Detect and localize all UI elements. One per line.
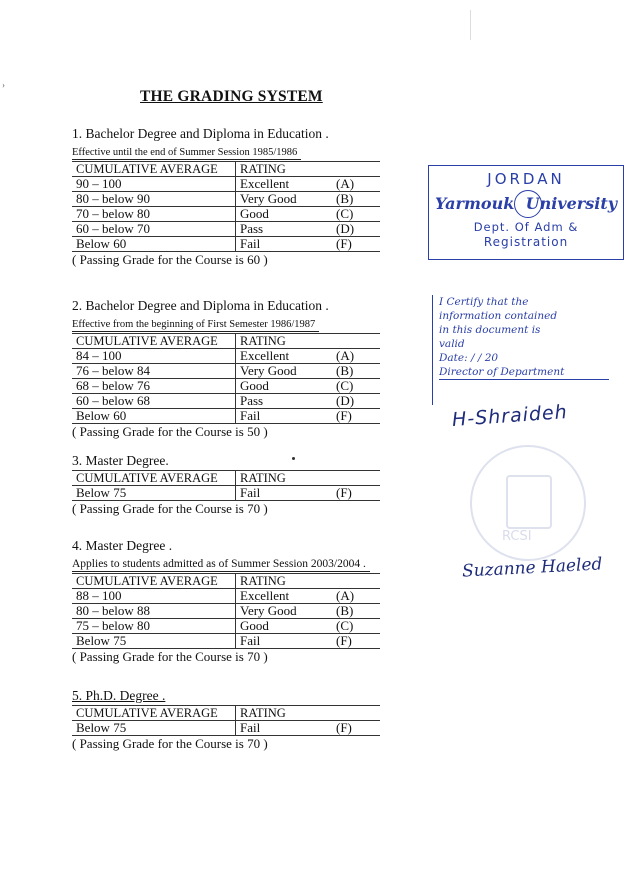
stamp-university-left: Yarmouk [435, 194, 515, 213]
table-header-row [72, 334, 380, 349]
certify-line: in this document is [439, 324, 541, 336]
university-stamp [428, 165, 624, 260]
table-row [72, 634, 380, 649]
header-cumulative-average: CUMULATIVE AVERAGE [72, 471, 236, 486]
table-row [72, 349, 380, 364]
avg-cell: Below 60 [72, 409, 236, 424]
avg-cell: Below 75 [72, 634, 236, 649]
header-rating: RATING [236, 471, 337, 486]
certify-line: information contained [439, 310, 558, 322]
avg-cell: 88 – 100 [72, 589, 236, 604]
table-row [72, 207, 380, 222]
passing-grade-note: ( Passing Grade for the Course is 60 ) [72, 252, 268, 267]
section-4 [72, 538, 432, 665]
section-heading: 1. Bachelor Degree and Diploma in Education . [72, 126, 329, 141]
code-cell: (B) [336, 604, 380, 619]
header-code [336, 471, 380, 486]
header-rating: RATING [236, 574, 337, 589]
section-heading: 3. Master Degree. [72, 453, 169, 468]
rating-cell: Very Good [236, 192, 337, 207]
table-row [72, 589, 380, 604]
table-row [72, 177, 380, 192]
header-code [336, 334, 380, 349]
header-rating: RATING [236, 334, 337, 349]
code-cell: (F) [336, 409, 380, 424]
header-cumulative-average: CUMULATIVE AVERAGE [72, 574, 236, 589]
header-code [336, 706, 380, 721]
section-3 [72, 453, 432, 517]
avg-cell: Below 75 [72, 486, 236, 501]
code-cell: (F) [336, 721, 380, 736]
certification-stamp [432, 295, 609, 405]
header-cumulative-average: CUMULATIVE AVERAGE [72, 162, 236, 177]
code-cell: (D) [336, 222, 380, 237]
certify-date: Date: / / 20 [439, 352, 499, 364]
scan-artifact [470, 10, 471, 40]
rating-cell: Excellent [236, 589, 337, 604]
stray-dot [292, 457, 295, 460]
passing-grade-note: ( Passing Grade for the Course is 70 ) [72, 649, 268, 664]
passing-grade-note: ( Passing Grade for the Course is 70 ) [72, 736, 268, 751]
section-1 [72, 126, 432, 268]
code-cell: (F) [336, 237, 380, 252]
section-heading: 5. Ph.D. Degree . [72, 688, 166, 703]
embossed-seal [470, 445, 586, 561]
rating-cell: Fail [236, 721, 337, 736]
certify-line: valid [439, 338, 465, 350]
avg-cell: 84 – 100 [72, 349, 236, 364]
section-note: Effective until the end of Summer Session 1985/1986 [72, 146, 301, 160]
avg-cell: 80 – below 90 [72, 192, 236, 207]
avg-cell: 60 – below 68 [72, 394, 236, 409]
grade-table [72, 161, 380, 252]
passing-grade-note: ( Passing Grade for the Course is 50 ) [72, 424, 268, 439]
certify-title: Director of Department [439, 365, 609, 380]
table-row [72, 394, 380, 409]
table-header-row [72, 471, 380, 486]
code-cell: (C) [336, 207, 380, 222]
code-cell: (F) [336, 486, 380, 501]
signature: Suzanne Haeled [461, 554, 603, 582]
stamp-dept: Dept. Of Adm & [473, 220, 579, 234]
margin-mark: › [2, 80, 5, 90]
code-cell: (C) [336, 619, 380, 634]
table-row [72, 486, 380, 501]
code-cell: (D) [336, 394, 380, 409]
rating-cell: Fail [236, 409, 337, 424]
stamp-office: Registration [483, 235, 569, 249]
code-cell: (A) [336, 349, 380, 364]
header-code [336, 162, 380, 177]
rating-cell: Pass [236, 394, 337, 409]
table-row [72, 192, 380, 207]
stamp-university-right: University [525, 194, 617, 213]
header-rating: RATING [236, 706, 337, 721]
header-cumulative-average: CUMULATIVE AVERAGE [72, 706, 236, 721]
rating-cell: Fail [236, 237, 337, 252]
stamp-country: JORDAN [487, 170, 565, 188]
section-2 [72, 298, 432, 440]
code-cell: (F) [336, 634, 380, 649]
table-row [72, 364, 380, 379]
avg-cell: 60 – below 70 [72, 222, 236, 237]
table-row [72, 379, 380, 394]
table-row [72, 604, 380, 619]
section-note: Applies to students admitted as of Summer Session 2003/2004 . [72, 558, 370, 572]
header-cumulative-average: CUMULATIVE AVERAGE [72, 334, 236, 349]
avg-cell: Below 60 [72, 237, 236, 252]
grade-table [72, 573, 380, 649]
code-cell: (C) [336, 379, 380, 394]
header-code [336, 574, 380, 589]
code-cell: (B) [336, 192, 380, 207]
rating-cell: Fail [236, 486, 337, 501]
section-heading: 4. Master Degree . [72, 538, 173, 553]
avg-cell: 76 – below 84 [72, 364, 236, 379]
avg-cell: 70 – below 80 [72, 207, 236, 222]
seal-text: RCSI [502, 529, 532, 544]
avg-cell: 68 – below 76 [72, 379, 236, 394]
rating-cell: Good [236, 207, 337, 222]
rating-cell: Pass [236, 222, 337, 237]
avg-cell: Below 75 [72, 721, 236, 736]
rating-cell: Fail [236, 634, 337, 649]
page-title: THE GRADING SYSTEM [140, 88, 323, 105]
seal-shield-icon [506, 475, 552, 529]
section-note: Effective from the beginning of First Semester 1986/1987 [72, 318, 319, 332]
table-header-row [72, 574, 380, 589]
certify-line: I Certify that the [439, 296, 529, 308]
rating-cell: Good [236, 619, 337, 634]
rating-cell: Excellent [236, 349, 337, 364]
table-header-row [72, 162, 380, 177]
code-cell: (A) [336, 177, 380, 192]
avg-cell: 75 – below 80 [72, 619, 236, 634]
avg-cell: 90 – 100 [72, 177, 236, 192]
table-row [72, 222, 380, 237]
table-row [72, 237, 380, 252]
header-rating: RATING [236, 162, 337, 177]
rating-cell: Good [236, 379, 337, 394]
signature: H-Shraideh [451, 400, 569, 432]
section-5 [72, 688, 432, 752]
code-cell: (A) [336, 589, 380, 604]
section-heading: 2. Bachelor Degree and Diploma in Education . [72, 298, 329, 313]
table-row [72, 619, 380, 634]
passing-grade-note: ( Passing Grade for the Course is 70 ) [72, 501, 268, 516]
avg-cell: 80 – below 88 [72, 604, 236, 619]
grade-table [72, 333, 380, 424]
table-header-row [72, 706, 380, 721]
table-row [72, 409, 380, 424]
rating-cell: Excellent [236, 177, 337, 192]
rating-cell: Very Good [236, 364, 337, 379]
grade-table [72, 470, 380, 501]
table-row [72, 721, 380, 736]
code-cell: (B) [336, 364, 380, 379]
grade-table [72, 705, 380, 736]
rating-cell: Very Good [236, 604, 337, 619]
